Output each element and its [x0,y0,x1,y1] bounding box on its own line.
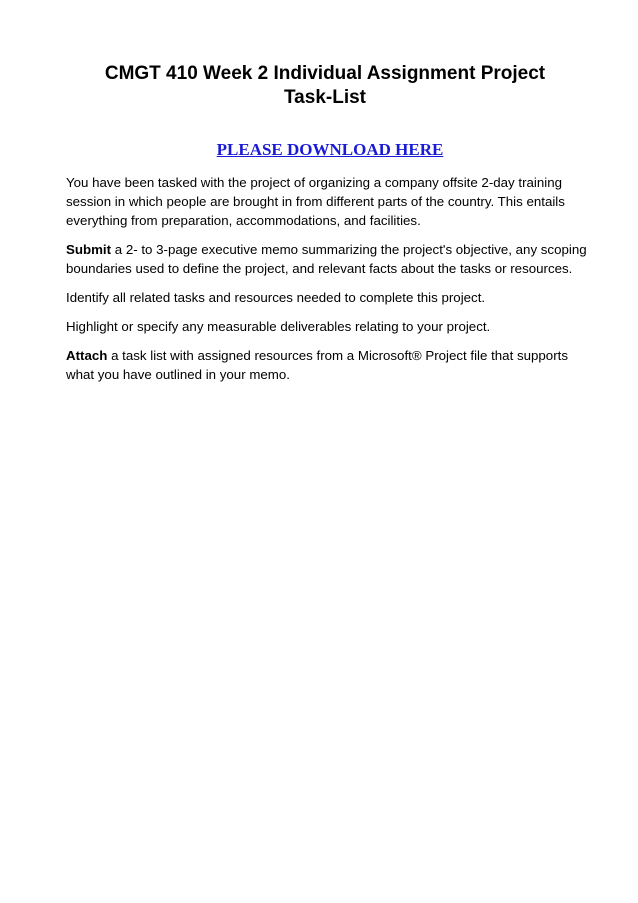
attach-label: Attach [66,348,108,363]
highlight-paragraph: Highlight or specify any measurable deliverables relating to your project. [66,319,491,334]
intro-paragraph: You have been tasked with the project of organizing a company offsite 2-day training session in which people are brought in from different parts of the country. This entails everything from preparation, accommodations, and facilities. [66,175,565,228]
title-line-2: Task-List [283,87,366,108]
assignment-body [66,173,596,394]
page-title [60,62,590,110]
title-line-1: CMGT 410 Week 2 Individual Assignment Project [104,63,546,84]
submit-text: a 2- to 3-page executive memo summarizing the project's objective, any scoping boundaries used to define the project, and relevant facts about the tasks or resources. [66,242,587,276]
submit-label: Submit [66,242,112,257]
attach-text: a task list with assigned resources from a Microsoft® Project file that supports what you have outlined in your memo. [66,348,568,382]
attach-paragraph [66,346,596,384]
download-link[interactable]: PLEASE DOWNLOAD HERE [216,140,444,159]
submit-paragraph [66,240,596,278]
identify-paragraph: Identify all related tasks and resources needed to complete this project. [66,290,486,305]
